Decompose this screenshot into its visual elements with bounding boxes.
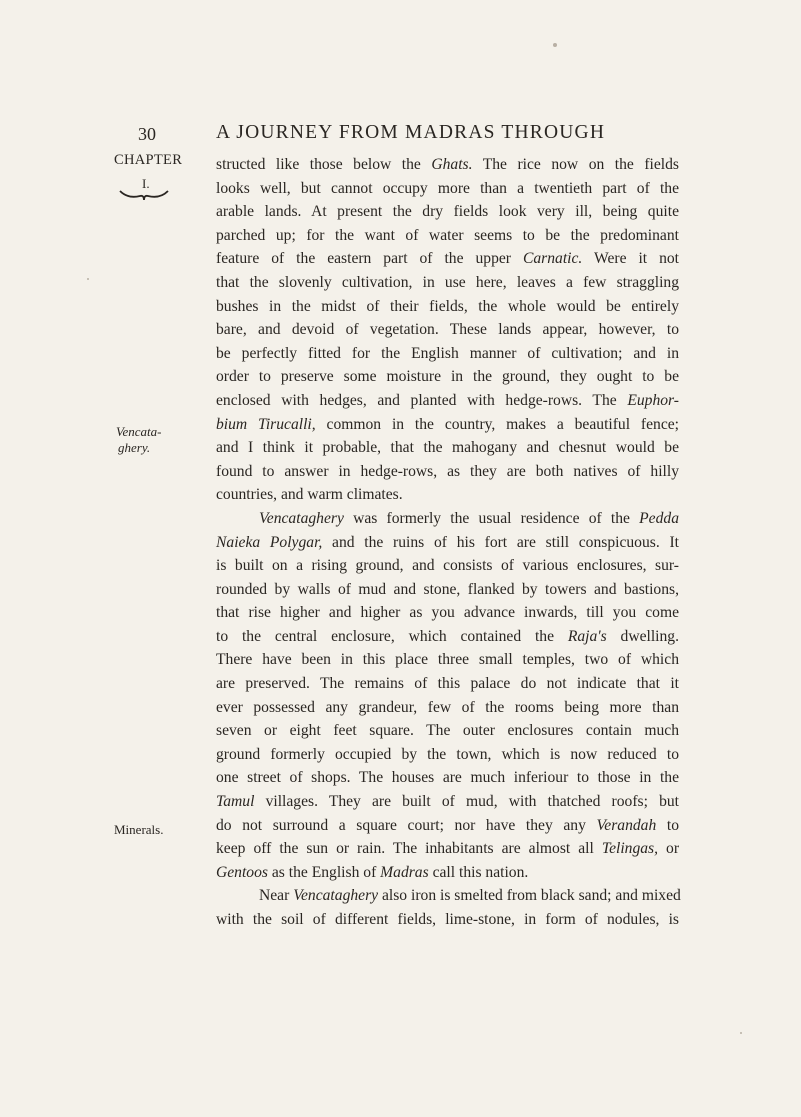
text-run: villages. They are built of mud, with thatched roofs; but — [254, 793, 679, 811]
text-line — [216, 814, 679, 838]
text-run: seven or eight feet square. The outer enclosures contain much — [216, 722, 679, 740]
text-run: The rice now on the fields — [472, 156, 679, 173]
text-line — [216, 861, 679, 885]
text-run: keep off the sun or rain. The inhabitants are almost all — [216, 840, 602, 858]
text-line — [216, 342, 679, 366]
text-run: dwelling. — [606, 627, 680, 645]
text-run: arable lands. At present the dry fields look very ill, being quite — [216, 203, 679, 221]
italic-term: Euphor- — [627, 391, 679, 409]
text-run: and the ruins of his fort are still conspicuous. It — [322, 533, 679, 551]
text-line — [216, 648, 679, 672]
sidenote-vencataghery-1: Vencata- — [116, 424, 162, 439]
body-text — [216, 153, 679, 932]
text-run: looks well, but cannot occupy more than a twentieth part of the — [216, 179, 679, 197]
text-line — [216, 625, 679, 649]
text-line — [216, 696, 679, 720]
text-line — [216, 601, 679, 625]
paper-speck — [553, 43, 557, 47]
text-line — [216, 247, 679, 271]
text-run: to — [656, 816, 679, 834]
chapter-number: I. — [142, 176, 150, 191]
text-line — [216, 766, 679, 790]
italic-term: Naieka Polygar, — [216, 533, 323, 551]
text-run: be perfectly fitted for the English manner of cultivation; and in — [216, 344, 679, 362]
text-line — [216, 295, 679, 319]
italic-term: Vencataghery — [293, 887, 379, 905]
italic-term: Ghats. — [431, 156, 473, 173]
italic-term: Madras — [380, 863, 429, 881]
text-run: with the soil of different fields, lime-stone, in form of nodules, is — [216, 911, 679, 928]
text-line — [216, 483, 679, 507]
italic-term: Raja's — [567, 627, 607, 645]
page-number: 30 — [138, 124, 156, 144]
text-run: bare, and devoid of vegetation. These lands appear, however, to — [216, 321, 679, 339]
text-run: that the slovenly cultivation, in use here, leaves a few straggling — [216, 273, 679, 291]
italic-term: Verandah — [596, 816, 657, 834]
text-run: ever possessed any grandeur, few of the rooms being more than — [216, 698, 679, 716]
text-run: ground formerly occupied by the town, which is now reduced to — [216, 745, 679, 763]
text-line — [216, 884, 679, 908]
text-line — [216, 719, 679, 743]
text-run: rounded by walls of mud and stone, flanked by towers and bastions, — [216, 580, 679, 598]
text-line — [216, 389, 679, 413]
text-line — [216, 507, 679, 531]
text-line — [216, 365, 679, 389]
running-head: A JOURNEY FROM MADRAS THROUGH — [216, 122, 606, 143]
text-run: that rise higher and higher as you advance inwards, till you come — [216, 604, 679, 622]
text-run: bushes in the midst of their fields, the whole would be entirely — [216, 297, 679, 315]
text-line — [216, 578, 679, 602]
text-run: call this nation. — [428, 863, 529, 881]
chapter-label: CHAPTER — [114, 152, 183, 168]
text-run: order to preserve some moisture in the ground, they ought to be — [216, 368, 679, 386]
text-line — [216, 224, 679, 248]
italic-term: Telingas, — [601, 840, 659, 858]
text-run: common in the country, makes a beautiful fence; — [315, 415, 679, 433]
text-line — [216, 271, 679, 295]
text-run: is built on a rising ground, and consists of various enclosures, sur- — [216, 557, 679, 575]
text-run: countries, and warm climates. — [216, 486, 403, 504]
text-line — [216, 908, 679, 932]
chapter-brace-ornament — [118, 188, 170, 202]
text-run: structed like those below the — [216, 156, 432, 173]
paper-speck — [740, 1032, 742, 1034]
text-line — [216, 837, 679, 861]
text-run: one street of shops. The houses are much inferiour to those in the — [216, 769, 679, 787]
text-run: and I think it probable, that the mahogany and chesnut would be — [216, 439, 679, 457]
paper-speck — [87, 278, 89, 280]
text-run: to the central enclosure, which contained the — [216, 627, 568, 645]
text-line — [216, 413, 679, 437]
text-run: There have been in this place three small temples, two of which — [216, 651, 679, 669]
text-line — [216, 436, 679, 460]
italic-term: Gentoos — [216, 863, 268, 881]
text-line — [216, 531, 679, 555]
text-line — [216, 672, 679, 696]
italic-term: Carnatic. — [522, 250, 583, 268]
italic-term: Vencataghery — [259, 509, 344, 527]
text-line — [216, 153, 679, 177]
text-line — [216, 460, 679, 484]
text-line — [216, 177, 679, 201]
text-run: feature of the eastern part of the upper — [216, 250, 523, 268]
text-line — [216, 743, 679, 767]
text-run: found to answer in hedge-rows, as they are both natives of hilly — [216, 462, 679, 480]
sidenote-minerals: Minerals. — [114, 822, 164, 837]
text-run: are preserved. The remains of this palace do not indicate that it — [216, 675, 679, 693]
text-run: was formerly the usual residence of the — [343, 509, 640, 527]
italic-term: Tamul — [216, 793, 255, 811]
text-line — [216, 790, 679, 814]
text-run: parched up; for the want of water seems to be the predominant — [216, 226, 679, 244]
text-run: do not surround a square court; nor have they any — [216, 816, 597, 834]
text-run: enclosed with hedges, and planted with hedge-rows. The — [216, 391, 628, 409]
italic-term: bium Tirucalli, — [216, 415, 316, 433]
text-line — [216, 554, 679, 578]
text-run: Near — [259, 887, 294, 905]
sidenote-vencataghery-2: ghery. — [118, 440, 151, 455]
text-run: or — [658, 840, 680, 858]
text-line — [216, 200, 679, 224]
text-line — [216, 318, 679, 342]
text-run: as the English of — [267, 863, 381, 881]
text-run: also iron is smelted from black sand; and mixed — [378, 887, 681, 905]
italic-term: Pedda — [639, 509, 679, 527]
text-run: Were it not — [582, 250, 680, 268]
